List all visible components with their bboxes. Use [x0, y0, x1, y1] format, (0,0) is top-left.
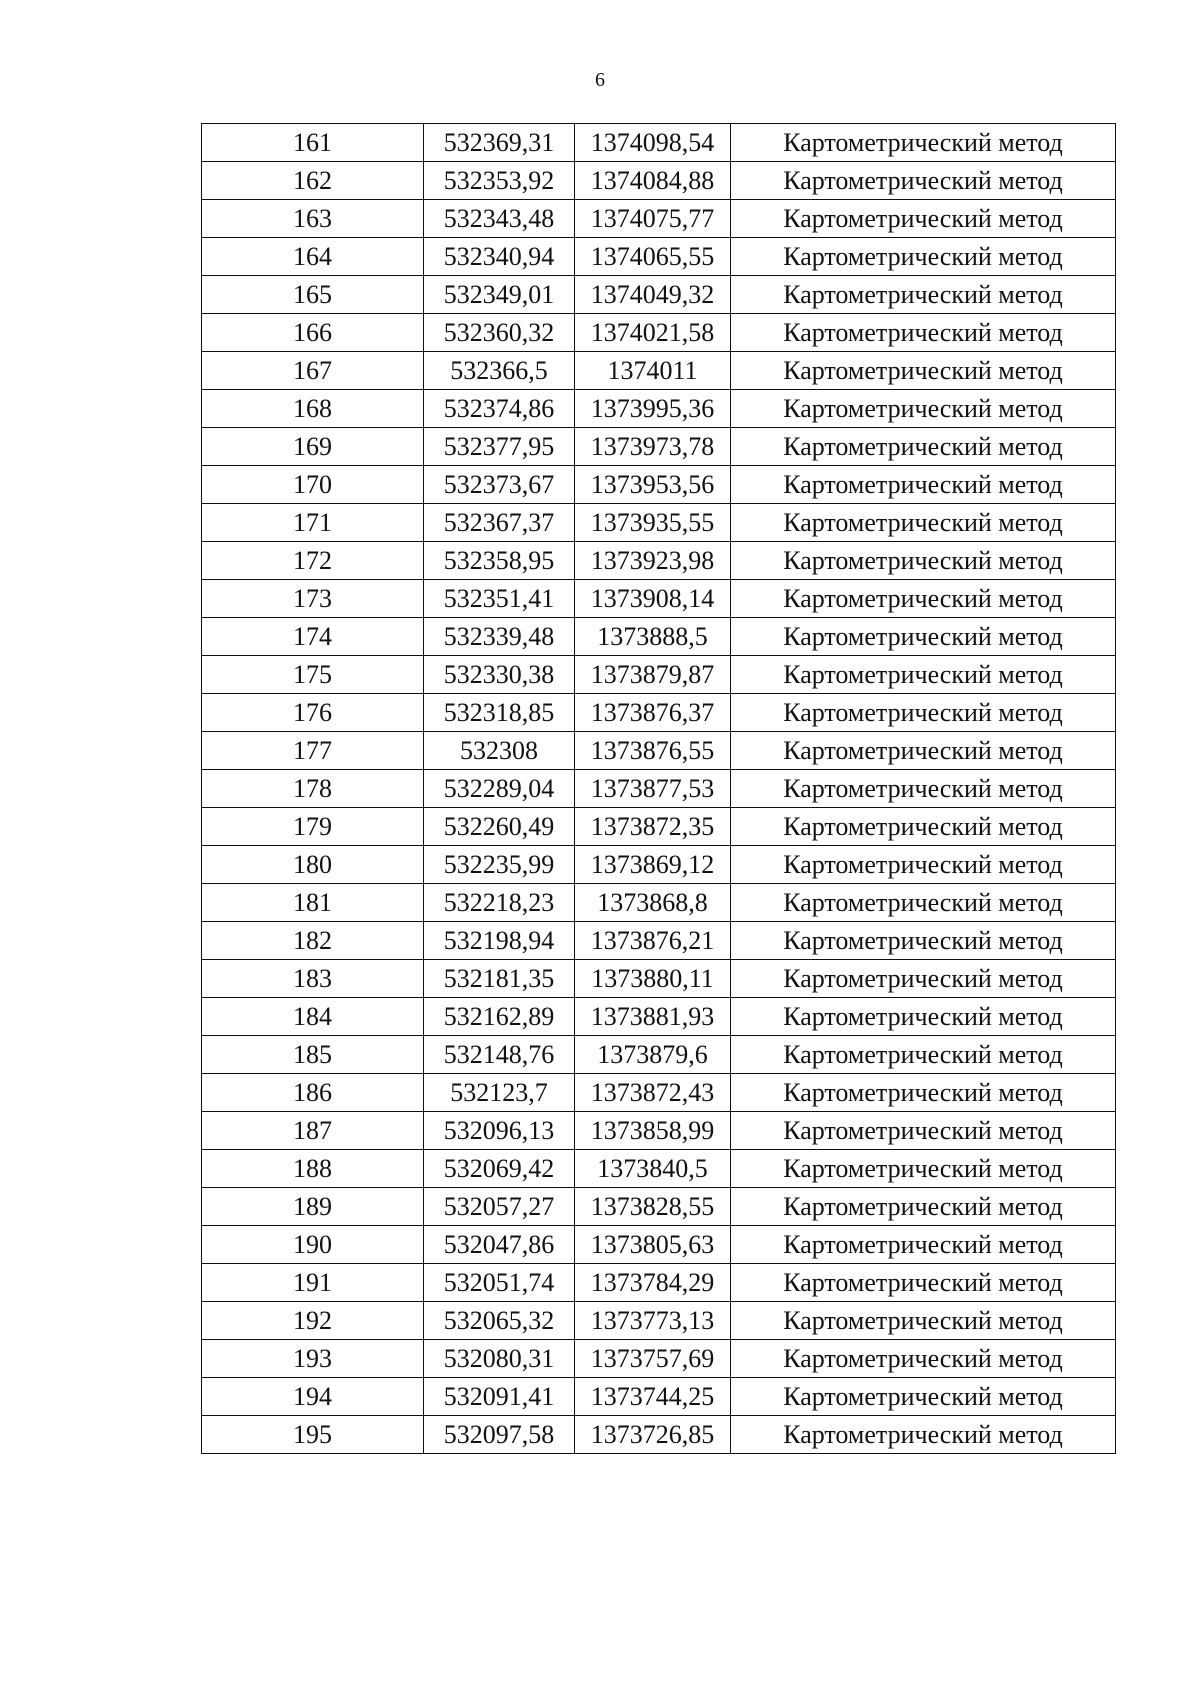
x-coordinate-cell: 532162,89: [424, 998, 575, 1036]
y-coordinate-cell: 1373805,63: [575, 1226, 731, 1264]
table-row: [202, 1226, 1116, 1264]
point-number-cell: 163: [202, 200, 424, 238]
table-row: [202, 884, 1116, 922]
table-row: [202, 846, 1116, 884]
point-number-cell: 171: [202, 504, 424, 542]
method-cell: Картометрический метод: [731, 618, 1116, 656]
y-coordinate-cell: 1373953,56: [575, 466, 731, 504]
x-coordinate-cell: 532065,32: [424, 1302, 575, 1340]
table-row: [202, 1340, 1116, 1378]
method-cell: Картометрический метод: [731, 922, 1116, 960]
y-coordinate-cell: 1373872,43: [575, 1074, 731, 1112]
x-coordinate-cell: 532198,94: [424, 922, 575, 960]
x-coordinate-cell: 532340,94: [424, 238, 575, 276]
y-coordinate-cell: 1374075,77: [575, 200, 731, 238]
y-coordinate-cell: 1373869,12: [575, 846, 731, 884]
y-coordinate-cell: 1373879,87: [575, 656, 731, 694]
x-coordinate-cell: 532148,76: [424, 1036, 575, 1074]
y-coordinate-cell: 1374065,55: [575, 238, 731, 276]
method-cell: Картометрический метод: [731, 694, 1116, 732]
y-coordinate-cell: 1373888,5: [575, 618, 731, 656]
x-coordinate-cell: 532369,31: [424, 124, 575, 162]
x-coordinate-cell: 532349,01: [424, 276, 575, 314]
table-row: [202, 1378, 1116, 1416]
point-number-cell: 183: [202, 960, 424, 998]
table-row: [202, 1150, 1116, 1188]
x-coordinate-cell: 532235,99: [424, 846, 575, 884]
table-row: [202, 352, 1116, 390]
table-row: [202, 200, 1116, 238]
point-number-cell: 167: [202, 352, 424, 390]
x-coordinate-cell: 532318,85: [424, 694, 575, 732]
method-cell: Картометрический метод: [731, 466, 1116, 504]
x-coordinate-cell: 532289,04: [424, 770, 575, 808]
x-coordinate-cell: 532360,32: [424, 314, 575, 352]
y-coordinate-cell: 1373880,11: [575, 960, 731, 998]
x-coordinate-cell: 532097,58: [424, 1416, 575, 1454]
method-cell: Картометрический метод: [731, 200, 1116, 238]
table-row: [202, 960, 1116, 998]
method-cell: Картометрический метод: [731, 1112, 1116, 1150]
point-number-cell: 184: [202, 998, 424, 1036]
y-coordinate-cell: 1373840,5: [575, 1150, 731, 1188]
x-coordinate-cell: 532057,27: [424, 1188, 575, 1226]
method-cell: Картометрический метод: [731, 352, 1116, 390]
table-row: [202, 656, 1116, 694]
table-row: [202, 1074, 1116, 1112]
method-cell: Картометрический метод: [731, 276, 1116, 314]
y-coordinate-cell: 1374021,58: [575, 314, 731, 352]
method-cell: Картометрический метод: [731, 504, 1116, 542]
y-coordinate-cell: 1373876,21: [575, 922, 731, 960]
method-cell: Картометрический метод: [731, 1378, 1116, 1416]
method-cell: Картометрический метод: [731, 1302, 1116, 1340]
x-coordinate-cell: 532047,86: [424, 1226, 575, 1264]
coordinates-table-body: [202, 124, 1116, 1454]
y-coordinate-cell: 1373773,13: [575, 1302, 731, 1340]
method-cell: Картометрический метод: [731, 542, 1116, 580]
point-number-cell: 165: [202, 276, 424, 314]
table-row: [202, 580, 1116, 618]
method-cell: Картометрический метод: [731, 1416, 1116, 1454]
table-row: [202, 238, 1116, 276]
point-number-cell: 185: [202, 1036, 424, 1074]
x-coordinate-cell: 532343,48: [424, 200, 575, 238]
page-number: 6: [595, 69, 605, 91]
table-row: [202, 1416, 1116, 1454]
point-number-cell: 173: [202, 580, 424, 618]
point-number-cell: 162: [202, 162, 424, 200]
table-row: [202, 504, 1116, 542]
method-cell: Картометрический метод: [731, 846, 1116, 884]
table-row: [202, 314, 1116, 352]
x-coordinate-cell: 532367,37: [424, 504, 575, 542]
x-coordinate-cell: 532330,38: [424, 656, 575, 694]
point-number-cell: 193: [202, 1340, 424, 1378]
y-coordinate-cell: 1373935,55: [575, 504, 731, 542]
method-cell: Картометрический метод: [731, 162, 1116, 200]
table-row: [202, 1188, 1116, 1226]
method-cell: Картометрический метод: [731, 884, 1116, 922]
x-coordinate-cell: 532218,23: [424, 884, 575, 922]
table-row: [202, 162, 1116, 200]
point-number-cell: 176: [202, 694, 424, 732]
y-coordinate-cell: 1373923,98: [575, 542, 731, 580]
x-coordinate-cell: 532096,13: [424, 1112, 575, 1150]
method-cell: Картометрический метод: [731, 732, 1116, 770]
method-cell: Картометрический метод: [731, 808, 1116, 846]
x-coordinate-cell: 532377,95: [424, 428, 575, 466]
y-coordinate-cell: 1373828,55: [575, 1188, 731, 1226]
point-number-cell: 168: [202, 390, 424, 428]
table-row: [202, 922, 1116, 960]
table-row: [202, 390, 1116, 428]
point-number-cell: 174: [202, 618, 424, 656]
y-coordinate-cell: 1373973,78: [575, 428, 731, 466]
method-cell: Картометрический метод: [731, 656, 1116, 694]
y-coordinate-cell: 1374084,88: [575, 162, 731, 200]
method-cell: Картометрический метод: [731, 314, 1116, 352]
table-row: [202, 1302, 1116, 1340]
point-number-cell: 194: [202, 1378, 424, 1416]
table-row: [202, 276, 1116, 314]
method-cell: Картометрический метод: [731, 1150, 1116, 1188]
point-number-cell: 169: [202, 428, 424, 466]
x-coordinate-cell: 532351,41: [424, 580, 575, 618]
point-number-cell: 166: [202, 314, 424, 352]
table-row: [202, 770, 1116, 808]
x-coordinate-cell: 532308: [424, 732, 575, 770]
coordinates-table: [201, 123, 1116, 1454]
y-coordinate-cell: 1373744,25: [575, 1378, 731, 1416]
table-row: [202, 428, 1116, 466]
point-number-cell: 161: [202, 124, 424, 162]
table-row: [202, 466, 1116, 504]
point-number-cell: 195: [202, 1416, 424, 1454]
point-number-cell: 186: [202, 1074, 424, 1112]
x-coordinate-cell: 532374,86: [424, 390, 575, 428]
y-coordinate-cell: 1373876,55: [575, 732, 731, 770]
y-coordinate-cell: 1373726,85: [575, 1416, 731, 1454]
point-number-cell: 164: [202, 238, 424, 276]
x-coordinate-cell: 532181,35: [424, 960, 575, 998]
y-coordinate-cell: 1374098,54: [575, 124, 731, 162]
table-row: [202, 1036, 1116, 1074]
table-row: [202, 124, 1116, 162]
x-coordinate-cell: 532069,42: [424, 1150, 575, 1188]
y-coordinate-cell: 1373876,37: [575, 694, 731, 732]
y-coordinate-cell: 1373868,8: [575, 884, 731, 922]
point-number-cell: 180: [202, 846, 424, 884]
point-number-cell: 188: [202, 1150, 424, 1188]
y-coordinate-cell: 1373872,35: [575, 808, 731, 846]
table-row: [202, 694, 1116, 732]
x-coordinate-cell: 532358,95: [424, 542, 575, 580]
x-coordinate-cell: 532091,41: [424, 1378, 575, 1416]
x-coordinate-cell: 532260,49: [424, 808, 575, 846]
point-number-cell: 181: [202, 884, 424, 922]
table-row: [202, 1264, 1116, 1302]
x-coordinate-cell: 532123,7: [424, 1074, 575, 1112]
x-coordinate-cell: 532051,74: [424, 1264, 575, 1302]
y-coordinate-cell: 1374049,32: [575, 276, 731, 314]
point-number-cell: 170: [202, 466, 424, 504]
table-row: [202, 732, 1116, 770]
method-cell: Картометрический метод: [731, 1074, 1116, 1112]
method-cell: Картометрический метод: [731, 390, 1116, 428]
point-number-cell: 178: [202, 770, 424, 808]
y-coordinate-cell: 1373858,99: [575, 1112, 731, 1150]
method-cell: Картометрический метод: [731, 960, 1116, 998]
y-coordinate-cell: 1373877,53: [575, 770, 731, 808]
point-number-cell: 175: [202, 656, 424, 694]
x-coordinate-cell: 532339,48: [424, 618, 575, 656]
method-cell: Картометрический метод: [731, 238, 1116, 276]
y-coordinate-cell: 1373879,6: [575, 1036, 731, 1074]
y-coordinate-cell: 1373908,14: [575, 580, 731, 618]
x-coordinate-cell: 532080,31: [424, 1340, 575, 1378]
table-row: [202, 808, 1116, 846]
y-coordinate-cell: 1374011: [575, 352, 731, 390]
table-row: [202, 1112, 1116, 1150]
point-number-cell: 191: [202, 1264, 424, 1302]
y-coordinate-cell: 1373995,36: [575, 390, 731, 428]
method-cell: Картометрический метод: [731, 1264, 1116, 1302]
method-cell: Картометрический метод: [731, 1226, 1116, 1264]
y-coordinate-cell: 1373757,69: [575, 1340, 731, 1378]
point-number-cell: 192: [202, 1302, 424, 1340]
method-cell: Картометрический метод: [731, 580, 1116, 618]
method-cell: Картометрический метод: [731, 1340, 1116, 1378]
table-row: [202, 618, 1116, 656]
method-cell: Картометрический метод: [731, 124, 1116, 162]
method-cell: Картометрический метод: [731, 428, 1116, 466]
point-number-cell: 172: [202, 542, 424, 580]
method-cell: Картометрический метод: [731, 770, 1116, 808]
method-cell: Картометрический метод: [731, 1188, 1116, 1226]
point-number-cell: 190: [202, 1226, 424, 1264]
x-coordinate-cell: 532373,67: [424, 466, 575, 504]
table-row: [202, 998, 1116, 1036]
point-number-cell: 187: [202, 1112, 424, 1150]
method-cell: Картометрический метод: [731, 998, 1116, 1036]
y-coordinate-cell: 1373784,29: [575, 1264, 731, 1302]
method-cell: Картометрический метод: [731, 1036, 1116, 1074]
table-row: [202, 542, 1116, 580]
point-number-cell: 179: [202, 808, 424, 846]
point-number-cell: 177: [202, 732, 424, 770]
point-number-cell: 182: [202, 922, 424, 960]
x-coordinate-cell: 532366,5: [424, 352, 575, 390]
point-number-cell: 189: [202, 1188, 424, 1226]
x-coordinate-cell: 532353,92: [424, 162, 575, 200]
y-coordinate-cell: 1373881,93: [575, 998, 731, 1036]
